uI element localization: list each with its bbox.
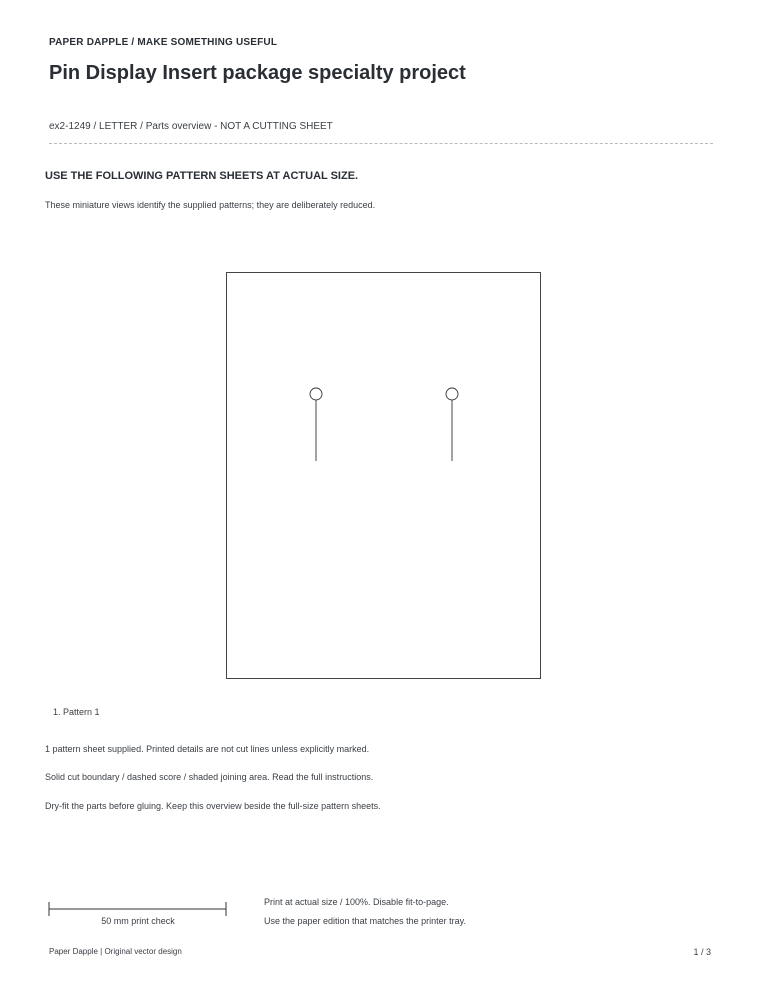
- document-meta: ex2-1249 / LETTER / Parts overview - NOT A CUTTING SHEET: [49, 121, 333, 132]
- page-number: 1 / 3: [693, 947, 711, 957]
- print-instruction-paper: Use the paper edition that matches the printer tray.: [264, 916, 466, 926]
- scale-bar-label: 50 mm print check: [101, 916, 175, 926]
- pin-hole-right: [446, 388, 458, 400]
- note-sheet-count: 1 pattern sheet supplied. Printed details are not cut lines unless explicitly marked.: [45, 744, 370, 754]
- pattern-1-drawing: [227, 273, 540, 678]
- pattern-1-thumbnail: [226, 272, 541, 679]
- print-instruction-size: Print at actual size / 100%. Disable fit-to-page.: [264, 897, 449, 907]
- header-divider: [49, 143, 713, 144]
- pattern-1-caption: 1. Pattern 1: [53, 707, 100, 717]
- footer-credit: Paper Dapple | Original vector design: [49, 947, 182, 956]
- note-dry-fit: Dry-fit the parts before gluing. Keep this overview beside the full-size pattern sheets.: [45, 801, 381, 811]
- page-title: Pin Display Insert package specialty project: [49, 62, 466, 84]
- scale-bar: [48, 901, 228, 917]
- brand-line: PAPER DAPPLE / MAKE SOMETHING USEFUL: [49, 37, 278, 48]
- note-line-legend: Solid cut boundary / dashed score / shaded joining area. Read the full instructions.: [45, 772, 374, 782]
- intro-text: These miniature views identify the supplied patterns; they are deliberately reduced.: [45, 200, 376, 210]
- section-heading: USE THE FOLLOWING PATTERN SHEETS AT ACTUAL SIZE.: [45, 170, 359, 182]
- pin-hole-left: [310, 388, 322, 400]
